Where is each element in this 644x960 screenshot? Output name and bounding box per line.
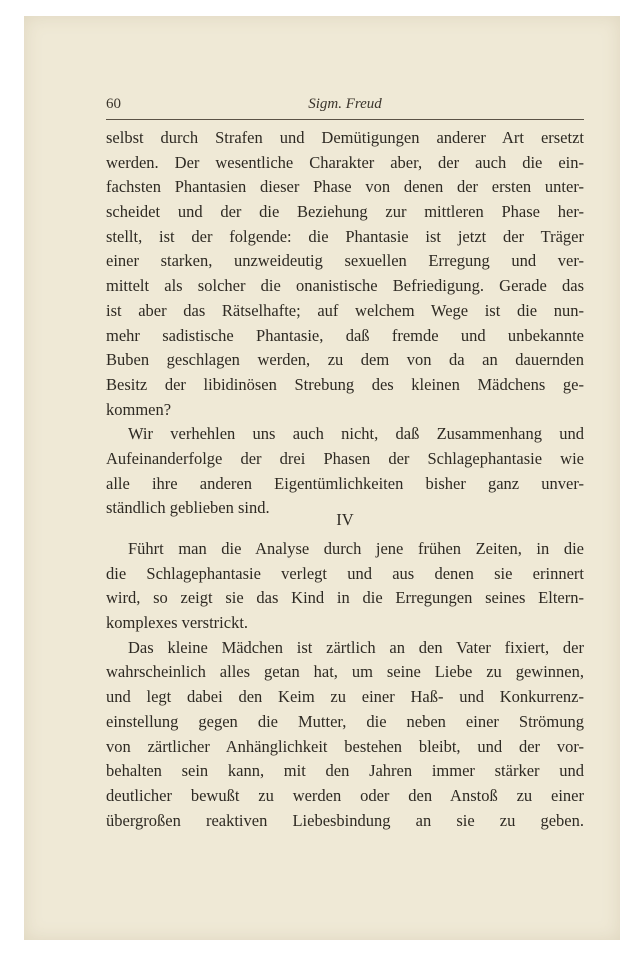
running-title: Sigm. Freud	[308, 96, 382, 112]
text-line: ist aber das Rätselhafte; auf welchem Wege ist die nun-	[106, 300, 584, 320]
text-line: fachsten Phantasien dieser Phase von denen der ersten unter-	[106, 177, 584, 197]
page-header	[106, 96, 584, 118]
text-line: einstellung gegen die Mutter, die neben einer Strömung	[106, 711, 584, 731]
text-line: Buben geschlagen werden, zu dem von da an dauernden	[106, 350, 584, 370]
text-line: wird, so zeigt sie das Kind in die Erregungen seines Eltern-	[106, 588, 584, 608]
header-rule	[106, 119, 584, 120]
text-line: Besitz der libidinösen Strebung des kleinen Mädchens ge-	[106, 374, 584, 394]
text-line: Das kleine Mädchen ist zärtlich an den Vater fixiert, der	[128, 637, 584, 657]
text-line: übergroßen reaktiven Liebesbindung an sie zu geben.	[106, 810, 584, 830]
text-line: ständlich geblieben sind.	[106, 498, 270, 518]
text-line: Wir verhehlen uns auch nicht, daß Zusammenhang und	[128, 424, 584, 444]
text-line: deutlicher bewußt zu werden oder den Anstoß zu einer	[106, 785, 584, 805]
text-line: wahrscheinlich alles getan hat, um seine Liebe zu gewinnen,	[106, 662, 584, 682]
text-line: mehr sadistische Phantasie, daß fremde und unbekannte	[106, 325, 584, 345]
text-line: selbst durch Strafen und Demütigungen anderer Art ersetzt	[106, 128, 584, 147]
text-line: Aufeinanderfolge der drei Phasen der Schlagephantasie wie	[106, 448, 584, 468]
text-line: scheidet und der die Beziehung zur mittleren Phase her-	[106, 202, 584, 222]
text-block-lower	[106, 537, 584, 833]
text-line: die Schlagephantasie verlegt und aus denen sie erinnert	[106, 563, 584, 583]
text-block-upper	[106, 126, 584, 521]
text-line: und legt dabei den Keim zu einer Haß- und Konkurrenz-	[106, 687, 584, 707]
text-line: mittelt als solcher die onanistische Befriedigung. Gerade das	[106, 276, 584, 296]
text-line: kommen?	[106, 399, 172, 419]
text-line: behalten sein kann, mit den Jahren immer stärker und	[106, 761, 584, 781]
text-line: einer starken, unzweideutig sexuellen Erregung und ver-	[106, 251, 584, 271]
text-line: stellt, ist der folgende: die Phantasie ist jetzt der Träger	[106, 226, 584, 246]
text-line: komplexes verstrickt.	[106, 613, 249, 633]
text-line: Führt man die Analyse durch jene frühen Zeiten, in die	[128, 539, 584, 558]
text-line: alle ihre anderen Eigentümlichkeiten bisher ganz unver-	[106, 473, 584, 493]
section-heading: IV	[336, 510, 354, 529]
page-number: 60	[106, 96, 121, 112]
text-line: werden. Der wesentliche Charakter aber, der auch die ein-	[106, 152, 584, 172]
text-line: von zärtlicher Anhänglichkeit bestehen bleibt, und der vor-	[106, 736, 584, 756]
